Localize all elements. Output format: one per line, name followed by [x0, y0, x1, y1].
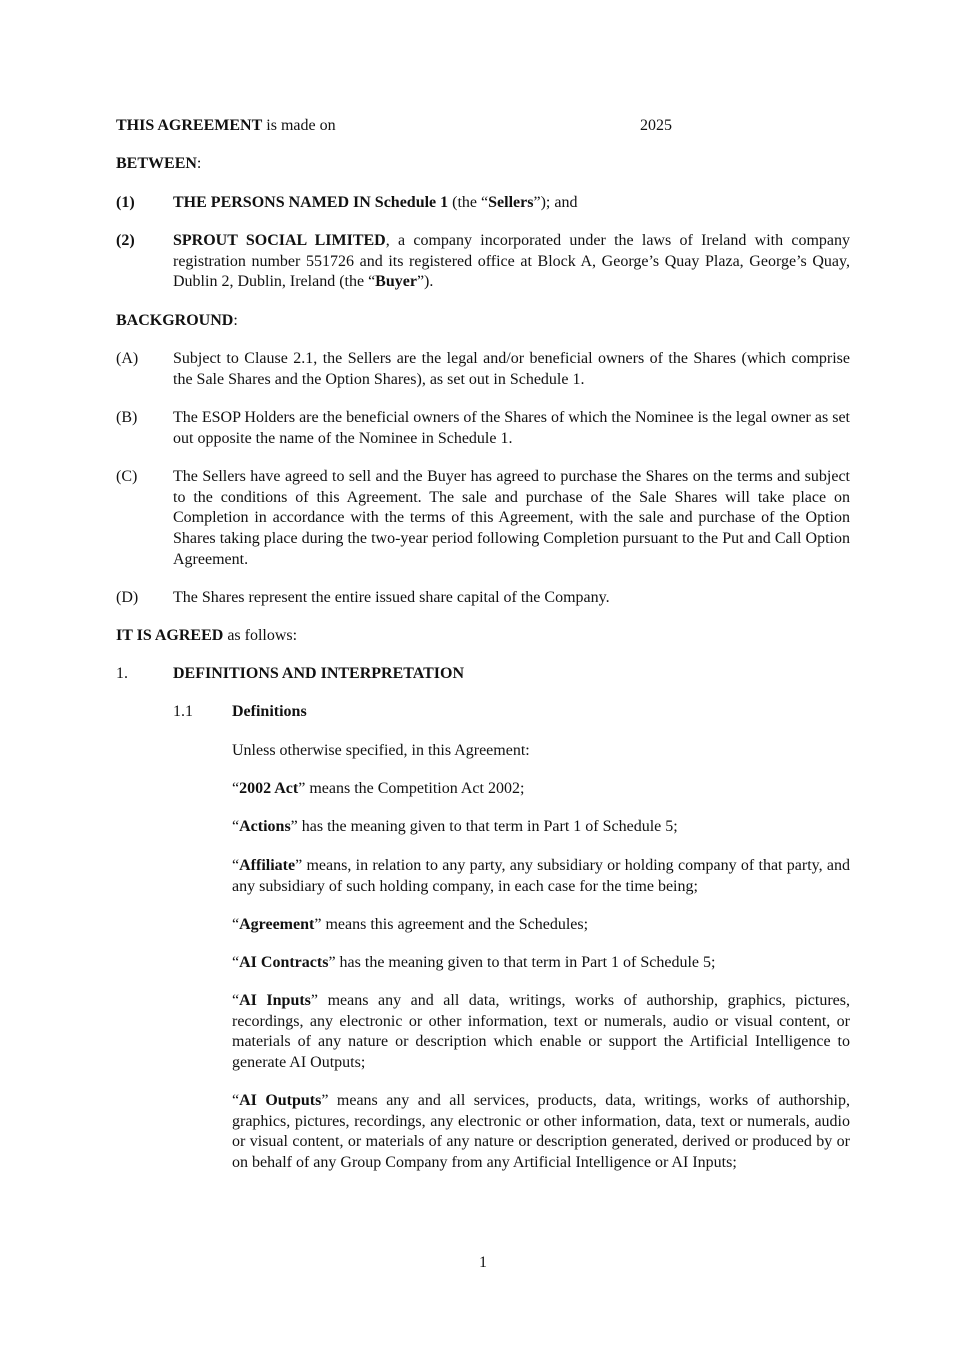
party-sellers: THE PERSONS NAMED IN Schedule 1 (the “Sellers”); and: [173, 194, 578, 211]
definition-item: “Actions” has the meaning given to that term in Part 1 of Schedule 5;: [232, 818, 678, 835]
background-heading: BACKGROUND:: [116, 312, 238, 329]
recital-text: The Shares represent the entire issued share capital of the Company.: [173, 589, 610, 606]
definition-item: “Agreement” means this agreement and the Schedules;: [232, 916, 589, 933]
recital-label: (A): [116, 350, 139, 367]
recital-text: The ESOP Holders are the beneficial owners of the Shares of which the Nominee is the legal owner as set out opposite the name of the Nominee in Schedule 1.: [173, 409, 850, 447]
recital-label: (C): [116, 468, 138, 485]
subclause-number: 1.1: [173, 703, 193, 720]
definition-item: “Affiliate” means, in relation to any party, any subsidiary or holding company of that party, and any subsidiary of such holding company, in each case for the time being;: [232, 857, 850, 895]
definition-item: “AI Contracts” has the meaning given to that term in Part 1 of Schedule 5;: [232, 954, 716, 971]
definitions-intro: Unless otherwise specified, in this Agreement:: [232, 742, 530, 759]
party-buyer: SPROUT SOCIAL LIMITED, a company incorporated under the laws of Ireland with company registration number 551726 and its registered office at Block A, George’s Quay Plaza, George’s Quay, Dublin 2, Dublin, Ireland (the “Buyer”).: [173, 232, 850, 291]
recital-label: (D): [116, 589, 139, 606]
agreement-opening: THIS AGREEMENT is made on: [116, 117, 336, 134]
party-number: (2): [116, 232, 135, 249]
definition-item: “AI Outputs” means any and all services, products, data, writings, works of authorship, graphics, pictures, recordings, any electronic or other information, data, text or numerals, audio or visual content, or materials of any nature or description generated, derived or produced by or on behalf of any Group Company from any Artificial Intelligence or AI Inputs;: [232, 1092, 850, 1172]
agreement-year: 2025: [640, 117, 672, 134]
recital-label: (B): [116, 409, 138, 426]
party-number: (1): [116, 194, 135, 211]
definition-item: “AI Inputs” means any and all data, writings, works of authorship, graphics, pictures, recordings, any electronic or other information, text or numerals, audio or visual content, or materials of any nature or description which enable or support the Artificial Intelligence to generate AI Outputs;: [232, 992, 850, 1072]
recital-text: The Sellers have agreed to sell and the Buyer has agreed to purchase the Shares on the terms and subject to the conditions of this Agreement. The sale and purchase of the Sale Shares will take place on Completion in accordance with the terms of this Agreement, with the sale and purchase of the Option Shares taking place during the two-year period following Completion pursuant to the Put and Call Option Agreement.: [173, 468, 850, 568]
agreed-heading: IT IS AGREED as follows:: [116, 627, 298, 644]
definition-item: “2002 Act” means the Competition Act 2002;: [232, 780, 525, 797]
recital-text: Subject to Clause 2.1, the Sellers are the legal and/or beneficial owners of the Shares (which comprise the Sale Shares and the Option Shares), as set out in Schedule 1.: [173, 350, 850, 388]
subclause-title: Definitions: [232, 703, 307, 720]
between-heading: BETWEEN:: [116, 155, 202, 172]
clause-title: DEFINITIONS AND INTERPRETATION: [173, 665, 465, 682]
clause-number: 1.: [116, 665, 128, 682]
page-number: 1: [479, 1254, 487, 1271]
